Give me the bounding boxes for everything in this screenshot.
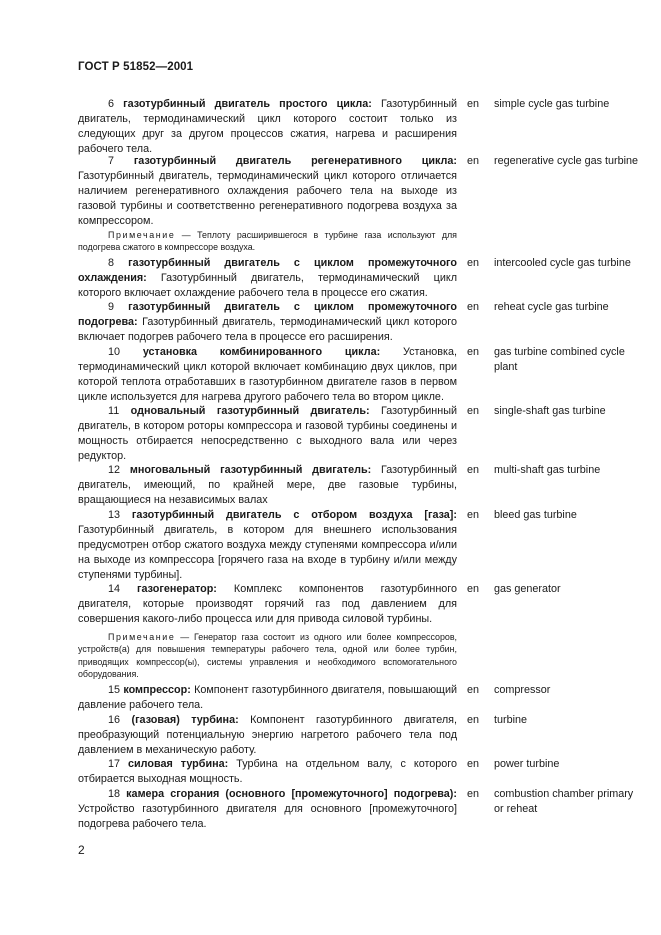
term-definition — [78, 508, 457, 583]
term-number: 13 — [108, 509, 121, 521]
language-code: en — [467, 301, 480, 313]
language-code: en — [467, 257, 480, 269]
english-equivalent: power turbine — [494, 758, 560, 770]
english-equivalent: single-shaft gas turbine — [494, 405, 606, 417]
note-label: Примечание — [108, 230, 176, 240]
language-code: en — [467, 714, 480, 726]
term-title: газотурбинный двигатель с циклом промежуточного охлаждения: — [78, 257, 457, 284]
term-definition — [78, 683, 457, 713]
language-code: en — [467, 155, 480, 167]
term-title: силовая турбина: — [128, 758, 229, 770]
note-text — [78, 631, 457, 680]
term-number: 18 — [108, 788, 121, 800]
language-code: en — [467, 98, 480, 110]
term-title: газотурбинный двигатель регенеративного цикла: — [133, 155, 458, 167]
term-body: Газотурбинный двигатель, термодинамический цикл которого отличается наличием регенеративного охлаждения рабочего тела на выходе из газовой турбины и соответственно регенеративного подогрева воздуха за компрессором. — [78, 169, 457, 227]
term-body: Установка, термодинамический цикл которой включает комбинацию двух циклов, при которой теплота отработавших в газотурбинном двигателе газов в первом цикле используется для нагрева другого рабочего тела во втором цикле. — [78, 346, 458, 403]
language-code: en — [467, 464, 480, 476]
term-title: (газовая) турбина: — [131, 714, 239, 726]
term-number: 12 — [108, 464, 121, 476]
term-number: 10 — [108, 346, 121, 358]
term-number: 9 — [108, 301, 115, 313]
term-body: Газотурбинный двигатель, термодинамический цикл которого включает подогрев рабочего тела в процессе его расширения. — [78, 315, 457, 343]
term-definition — [78, 757, 457, 787]
term-definition — [78, 404, 457, 464]
term-definition — [78, 345, 457, 405]
english-equivalent: simple cycle gas turbine — [494, 98, 610, 110]
term-number: 15 — [108, 684, 121, 696]
term-title: одновальный газотурбинный двигатель: — [130, 405, 370, 417]
term-title: газотурбинный двигатель с отбором воздуха [газа]: — [131, 509, 458, 521]
english-equivalent: regenerative cycle gas turbine — [494, 155, 639, 167]
language-code: en — [467, 684, 480, 696]
term-number: 6 — [108, 98, 115, 110]
term-number: 16 — [108, 714, 121, 726]
term-title: установка комбинированного цикла: — [142, 346, 381, 358]
english-equivalent: combustion chamber primary or reheat — [494, 788, 634, 815]
term-body: Газотурбинный двигатель, в котором роторы компрессора и газовой турбины соединены и мощность отбирается непосредственно с выходного вала или через редуктор. — [78, 405, 457, 462]
english-equivalent: turbine — [494, 714, 528, 726]
term-body: Турбина на отдельном валу, с которого отбирается выходная мощность. — [78, 758, 458, 785]
language-code: en — [467, 509, 480, 521]
english-equivalent: gas turbine combined cycle plant — [494, 346, 625, 373]
note-body: — Теплоту расширившегося в турбине газа используют для подогрева сжатого в компрессоре воздуха. — [78, 230, 457, 253]
term-body: Компонент газотурбинного двигателя, повышающий давление рабочего тела. — [78, 684, 458, 711]
term-definition — [78, 97, 457, 157]
note-text — [78, 229, 457, 254]
term-definition — [78, 463, 457, 508]
term-definition — [78, 300, 457, 345]
note-body: — Генератор газа состоит из одного или более компрессоров, устройств(а) для повышения температуры рабочего тела, одной или более турбин, приводящих компрессор(ы), системы управления и необходимого вспомогательного оборудования. — [78, 632, 457, 679]
term-title: многовальный газотурбинный двигатель: — [129, 464, 372, 476]
language-code: en — [467, 758, 480, 770]
document-header: ГОСТ Р 51852—2001 — [78, 61, 194, 73]
english-equivalent: intercooled cycle gas turbine — [494, 257, 631, 269]
term-body: Компонент газотурбинного двигателя, преобразующий потенциальную энергию нагретого рабочего тела под давлением в механическую работу. — [78, 714, 458, 756]
term-number: 8 — [108, 257, 115, 269]
term-number: 14 — [108, 583, 121, 595]
term-body: Комплекс компонентов газотурбинного двигателя, которые производят горячий газ под давлением для совершения какого-либо процесса или для привода силовой турбины. — [78, 583, 458, 625]
term-title: газотурбинный двигатель простого цикла: — [123, 98, 372, 110]
term-title: газогенератор: — [137, 583, 217, 595]
language-code: en — [467, 583, 480, 595]
language-code: en — [467, 346, 480, 358]
term-title: компрессор: — [123, 684, 191, 696]
language-code: en — [467, 788, 480, 800]
english-equivalent: multi-shaft gas turbine — [494, 464, 601, 476]
term-title: камера сгорания (основного [промежуточного] подогрева): — [126, 788, 457, 800]
english-equivalent: gas generator — [494, 583, 561, 595]
term-body: Газотурбинный двигатель, имеющий, по крайней мере, две газовые турбины, вращающиеся на независимых валах — [78, 464, 457, 506]
term-definition — [78, 713, 457, 758]
term-body: Газотурбинный двигатель, термодинамический цикл которого состоит только из следующих друг за другом процессов сжатия, нагрева и расширения рабочего тела. — [78, 98, 458, 155]
language-code: en — [467, 405, 480, 417]
term-number: 11 — [108, 405, 120, 417]
term-body: Газотурбинный двигатель, в котором для внешнего использования предусмотрен отбор сжатого воздуха между ступенями компрессора и/или на выходе из компрессора [горячего газа на входе в турбину и/или между ступенями турбины]. — [78, 523, 457, 581]
note-label: Примечание — [108, 632, 176, 642]
term-number: 17 — [108, 758, 121, 770]
term-title: газотурбинный двигатель с циклом промежуточного подогрева: — [78, 301, 457, 328]
term-body: Газотурбинный двигатель, термодинамический цикл которого включает охлаждение рабочего тела в процессе его сжатия. — [78, 271, 457, 299]
english-equivalent: reheat cycle gas turbine — [494, 301, 609, 313]
term-definition — [78, 787, 457, 832]
term-body: Устройство газотурбинного двигателя для основного [промежуточного] подогрева рабочего тела. — [78, 802, 457, 830]
term-number: 7 — [108, 155, 115, 167]
term-definition — [78, 256, 457, 301]
english-equivalent: bleed gas turbine — [494, 509, 577, 521]
term-definition — [78, 582, 457, 627]
english-equivalent: compressor — [494, 684, 551, 696]
term-definition — [78, 154, 457, 229]
page-number: 2 — [78, 843, 85, 857]
